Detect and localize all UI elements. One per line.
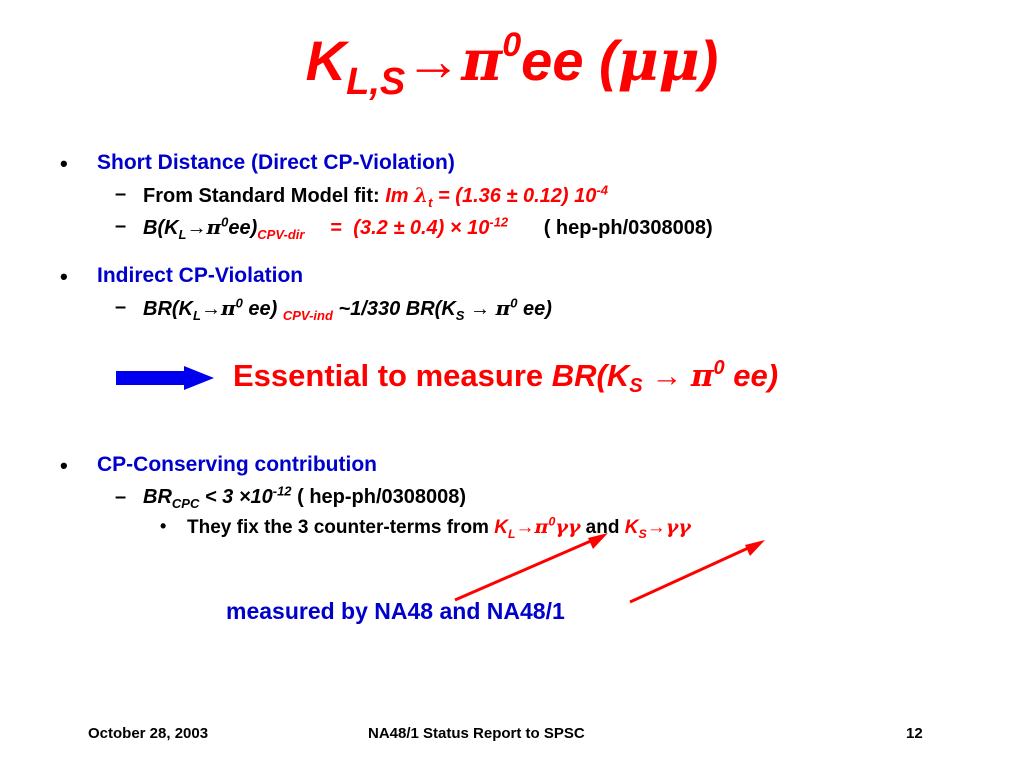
bullet-indirect: Indirect CP-Violation xyxy=(97,264,304,287)
dash-marker: – xyxy=(115,215,127,237)
dash-marker: – xyxy=(115,183,127,205)
blue-block-arrow xyxy=(116,366,214,390)
sm-fit-line: From Standard Model fit: Im $\lambda_t = (1.36 \pm 0.12)$ $10^{-4}$ xyxy=(143,182,608,210)
pointer-arrow-right xyxy=(630,540,765,602)
pointer-arrow-left xyxy=(455,533,608,600)
footer-center: NA48/1 Status Report to SPSC xyxy=(368,725,585,742)
br-cpc-line: $BR_{CPC} < 3 \times 10^{-12}$ ( hep-ph/0308008) xyxy=(143,483,467,511)
bullet-dot: • xyxy=(60,453,68,478)
footer-date: October 28, 2003 xyxy=(88,725,209,742)
bullet-dot: • xyxy=(60,151,68,176)
dash-marker: – xyxy=(115,486,127,508)
essential-statement: Essential to measure $BR(K_S \to \pi^0$ ee) xyxy=(233,357,779,397)
measured-note: measured by NA48 and NA48/1 xyxy=(226,598,565,624)
bullet-cp-conserving: CP-Conserving contribution xyxy=(97,453,377,476)
counter-terms-line: They fix the 3 counter-terms from $K_L\to\pi^0\gamma\gamma$ and $K_S\to\gamma\gamma$ xyxy=(187,514,691,541)
footer-page-number: 12 xyxy=(906,725,923,742)
bullet-short-distance: Short Distance (Direct CP-Violation) xyxy=(97,151,455,174)
bullet-dot-small: • xyxy=(160,516,167,536)
b-cpv-dir-line: $B(K_L\to\pi^0ee)_{CPV-dir} = (3.2 \pm 0.4) \times 10^{-12}$ ( hep-ph/0308008) xyxy=(143,214,713,242)
slide-title: $K_{L,S}\to\pi^0ee$ (μμ) xyxy=(305,26,719,103)
dash-marker: – xyxy=(115,296,127,318)
bullet-dot: • xyxy=(60,264,68,289)
br-cpv-ind-line: $BR(K_L\to\pi^0$ ee) $_{CPV-ind}$ ~1/330 $BR(K_S \to \pi^0$ ee) xyxy=(143,295,552,323)
